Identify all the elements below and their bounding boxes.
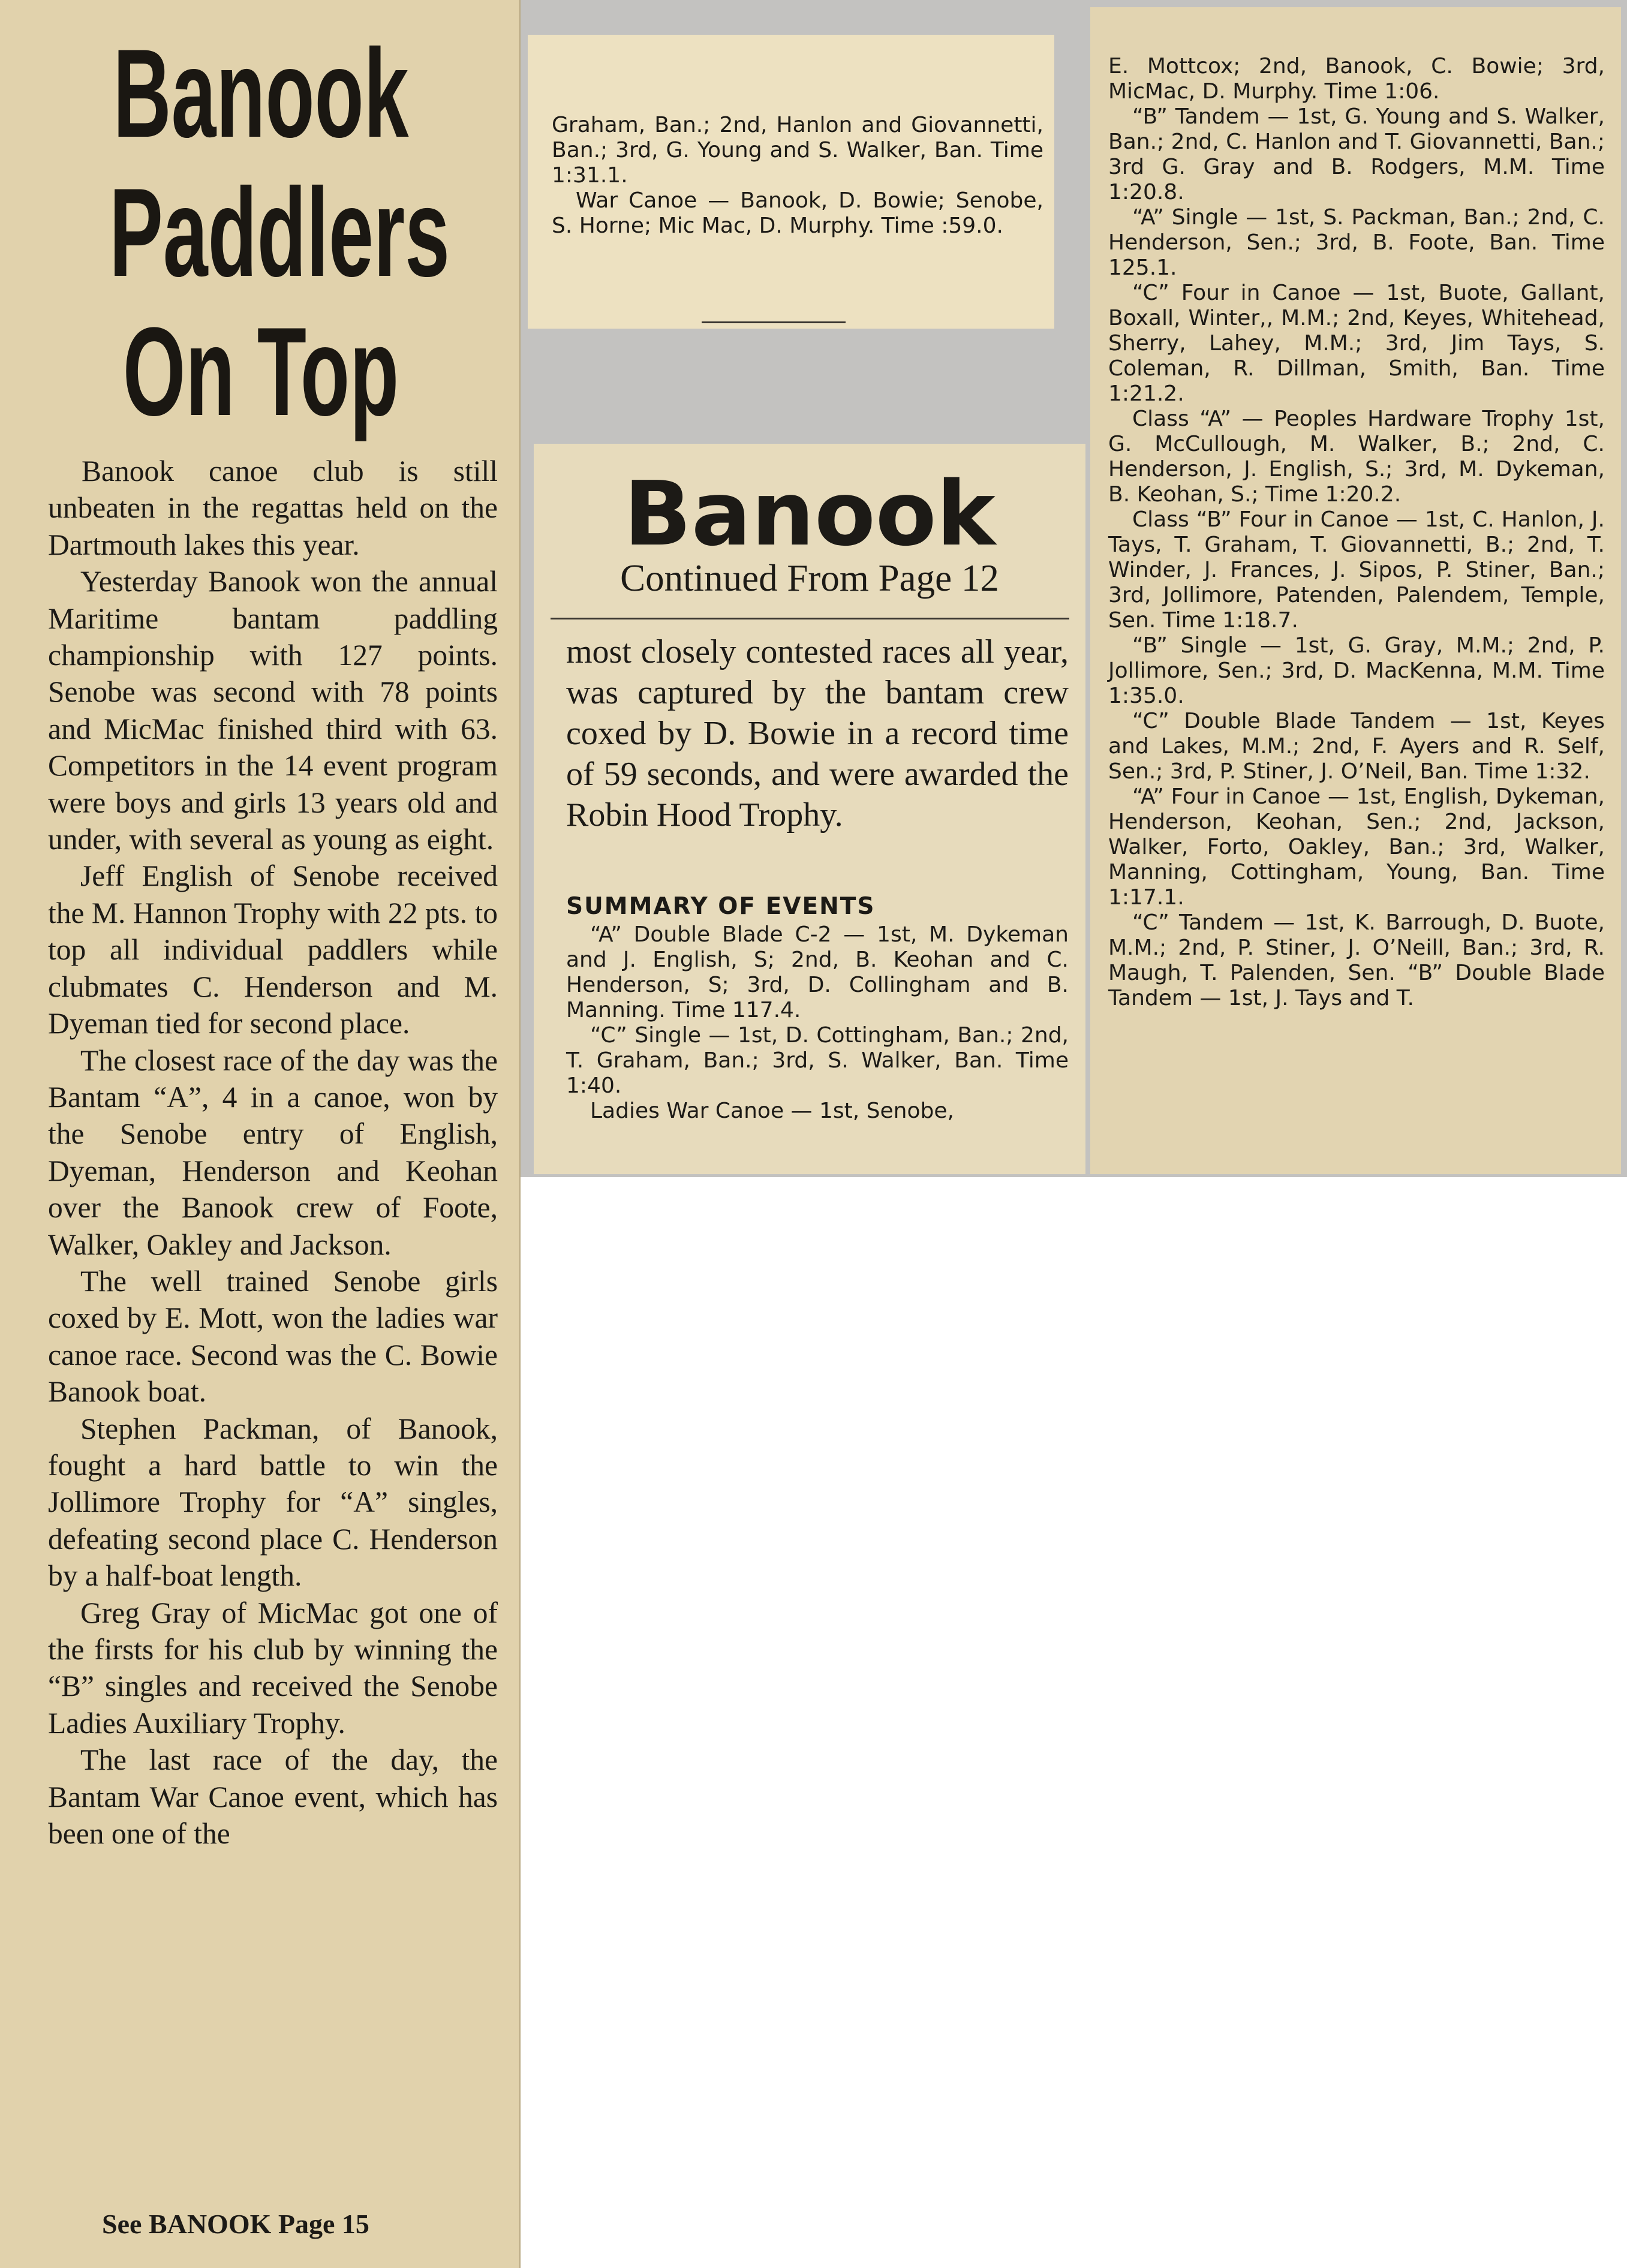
summary-heading: SUMMARY OF EVENTS [566,893,876,920]
results-text [552,113,1043,239]
event-result: “C” Single — 1st, D. Cottingham, Ban.; 2nd, T. Graham, Ban.; 3rd, S. Walker, Ban. Time 1:40. [566,1023,1069,1098]
continuation-lead: most closely contested races all year, was captured by the bantam crew coxed by D. Bowie in a record time of 59 seconds, and were awarded the Robin Hood Trophy. [566,633,1069,834]
article-paragraph: The last race of the day, the Bantam War Canoe event, which has been one of the [48,1743,498,1851]
event-result: “B” Single — 1st, G. Gray, M.M.; 2nd, P. Jollimore, Sen.; 3rd, D. MacKenna, M.M. Time 1:35.0. [1108,633,1605,708]
main-article-body [48,453,498,1852]
results-clipping-top [528,35,1054,329]
main-clipping [0,0,521,2268]
article-paragraph: The well trained Senobe girls coxed by E. Mott, won the ladies war canoe race. Second was the C. Bowie Banook boat. [48,1264,498,1409]
summary-of-events [566,922,1069,1124]
event-result: “A” Double Blade C-2 — 1st, M. Dykeman and J. English, S; 2nd, B. Keohan and C. Henderson, S; 3rd, D. Collingham and B. Manning. Time 117.4. [566,922,1069,1022]
event-result: “C” Tandem — 1st, K. Barrough, D. Buote, M.M.; 2nd, P. Stiner, J. O’Neill, Ban.; 3rd, R. Maugh, T. Palenden, Sen. “B” Double Blade Tandem — 1st, J. Tays and T. [1108,910,1605,1010]
continuation-note: See BANOOK Page 15 [102,2209,369,2239]
continuation-clipping [534,444,1085,1174]
event-result: “A” Four in Canoe — 1st, English, Dykeman, Henderson, Keohan, Sen.; 2nd, Jackson, Walker, Forto, Oakley, Ban.; 3rd, Walker, Manning, Cottingham, Young, Ban. Time 1:17.1. [1108,784,1605,910]
article-paragraph: Greg Gray of MicMac got one of the firsts for his club by winning the “B” singles and received the Senobe Ladies Auxiliary Trophy. [48,1596,498,1740]
event-result: “B” Tandem — 1st, G. Young and S. Walker, Ban.; 2nd, C. Hanlon and T. Giovannetti, Ban.; 3rd G. Gray and B. Rodgers, M.M. Time 1:20.8. [1108,104,1605,204]
event-result: Ladies War Canoe — 1st, Senobe, [590,1099,954,1123]
article-paragraph: Yesterday Banook won the annual Maritime bantam paddling championship with 127 points. Senobe was second with 78 points and MicMac finished third with 63. Competitors in the 14 event program were boys and girls 13 years old and under, with several as young as eight. [48,565,498,856]
continuation-title: Banook [624,462,996,566]
event-result: E. Mottcox; 2nd, Banook, C. Bowie; 3rd, MicMac, D. Murphy. Time 1:06. [1108,54,1605,104]
event-result: “C” Four in Canoe — 1st, Buote, Gallant, Boxall, Winter,, M.M.; 2nd, Keyes, Whitehead, Sherry, Lahey, M.M.; 3rd, Jim Tays, S. Coleman, R. Dillman, Smith, Ban. Time 1:21.2. [1108,281,1605,406]
event-result: Class “A” — Peoples Hardware Trophy 1st, G. McCullough, M. Walker, B.; 2nd, C. Henderson, J. English, S.; 3rd, M. Dykeman, B. Keohan, S.; Time 1:20.2. [1108,407,1605,507]
event-result: “C” Double Blade Tandem — 1st, Keyes and Lakes, M.M.; 2nd, F. Ayers and R. Self, Sen.; 3rd, P. Stiner, J. O’Neil, Ban. Time 1:32. [1108,709,1605,784]
results-paragraph: War Canoe — Banook, D. Bowie; Senobe, S. Horne; Mic Mac, D. Murphy. Time :59.0. [552,188,1043,238]
article-paragraph: Stephen Packman, of Banook, fought a hard battle to win the Jollimore Trophy for “A” singles, defeating second place C. Henderson by a half-boat length. [48,1412,498,1593]
results-text [1108,54,1605,1011]
continuation-subtitle: Continued From Page 12 [620,557,999,599]
article-paragraph: Banook canoe club is still unbeaten in the regattas held on the Dartmouth lakes this year. [48,455,498,561]
headline: Banook Paddlers On Top [109,23,450,442]
event-result: Class “B” Four in Canoe — 1st, C. Hanlon, J. Tays, T. Graham, T. Giovannetti, B.; 2nd, T. Winder, J. Frances, J. Sipos, P. Stiner, Ban.; 3rd, Jollimore, Patenden, Palendem, Temple, Sen. Time 1:18.7. [1108,507,1605,633]
divider [551,618,1069,619]
results-clipping-right [1090,7,1621,1174]
event-result: “A” Single — 1st, S. Packman, Ban.; 2nd, C. Henderson, Sen.; 3rd, B. Foote, Ban. Time 125.1. [1108,205,1605,280]
divider [702,321,846,323]
results-paragraph: Graham, Ban.; 2nd, Hanlon and Giovannetti, Ban.; 3rd, G. Young and S. Walker, Ban. Time 1:31.1. [552,113,1043,188]
article-paragraph: Jeff English of Senobe received the M. Hannon Trophy with 22 pts. to top all individual paddlers while clubmates C. Henderson and M. Dyeman tied for second place. [48,859,498,1040]
article-paragraph: The closest race of the day was the Bantam “A”, 4 in a canoe, won by the Senobe entry of English, Dyeman, Henderson and Keohan over the Banook crew of Foote, Walker, Oakley and Jackson. [48,1043,498,1261]
